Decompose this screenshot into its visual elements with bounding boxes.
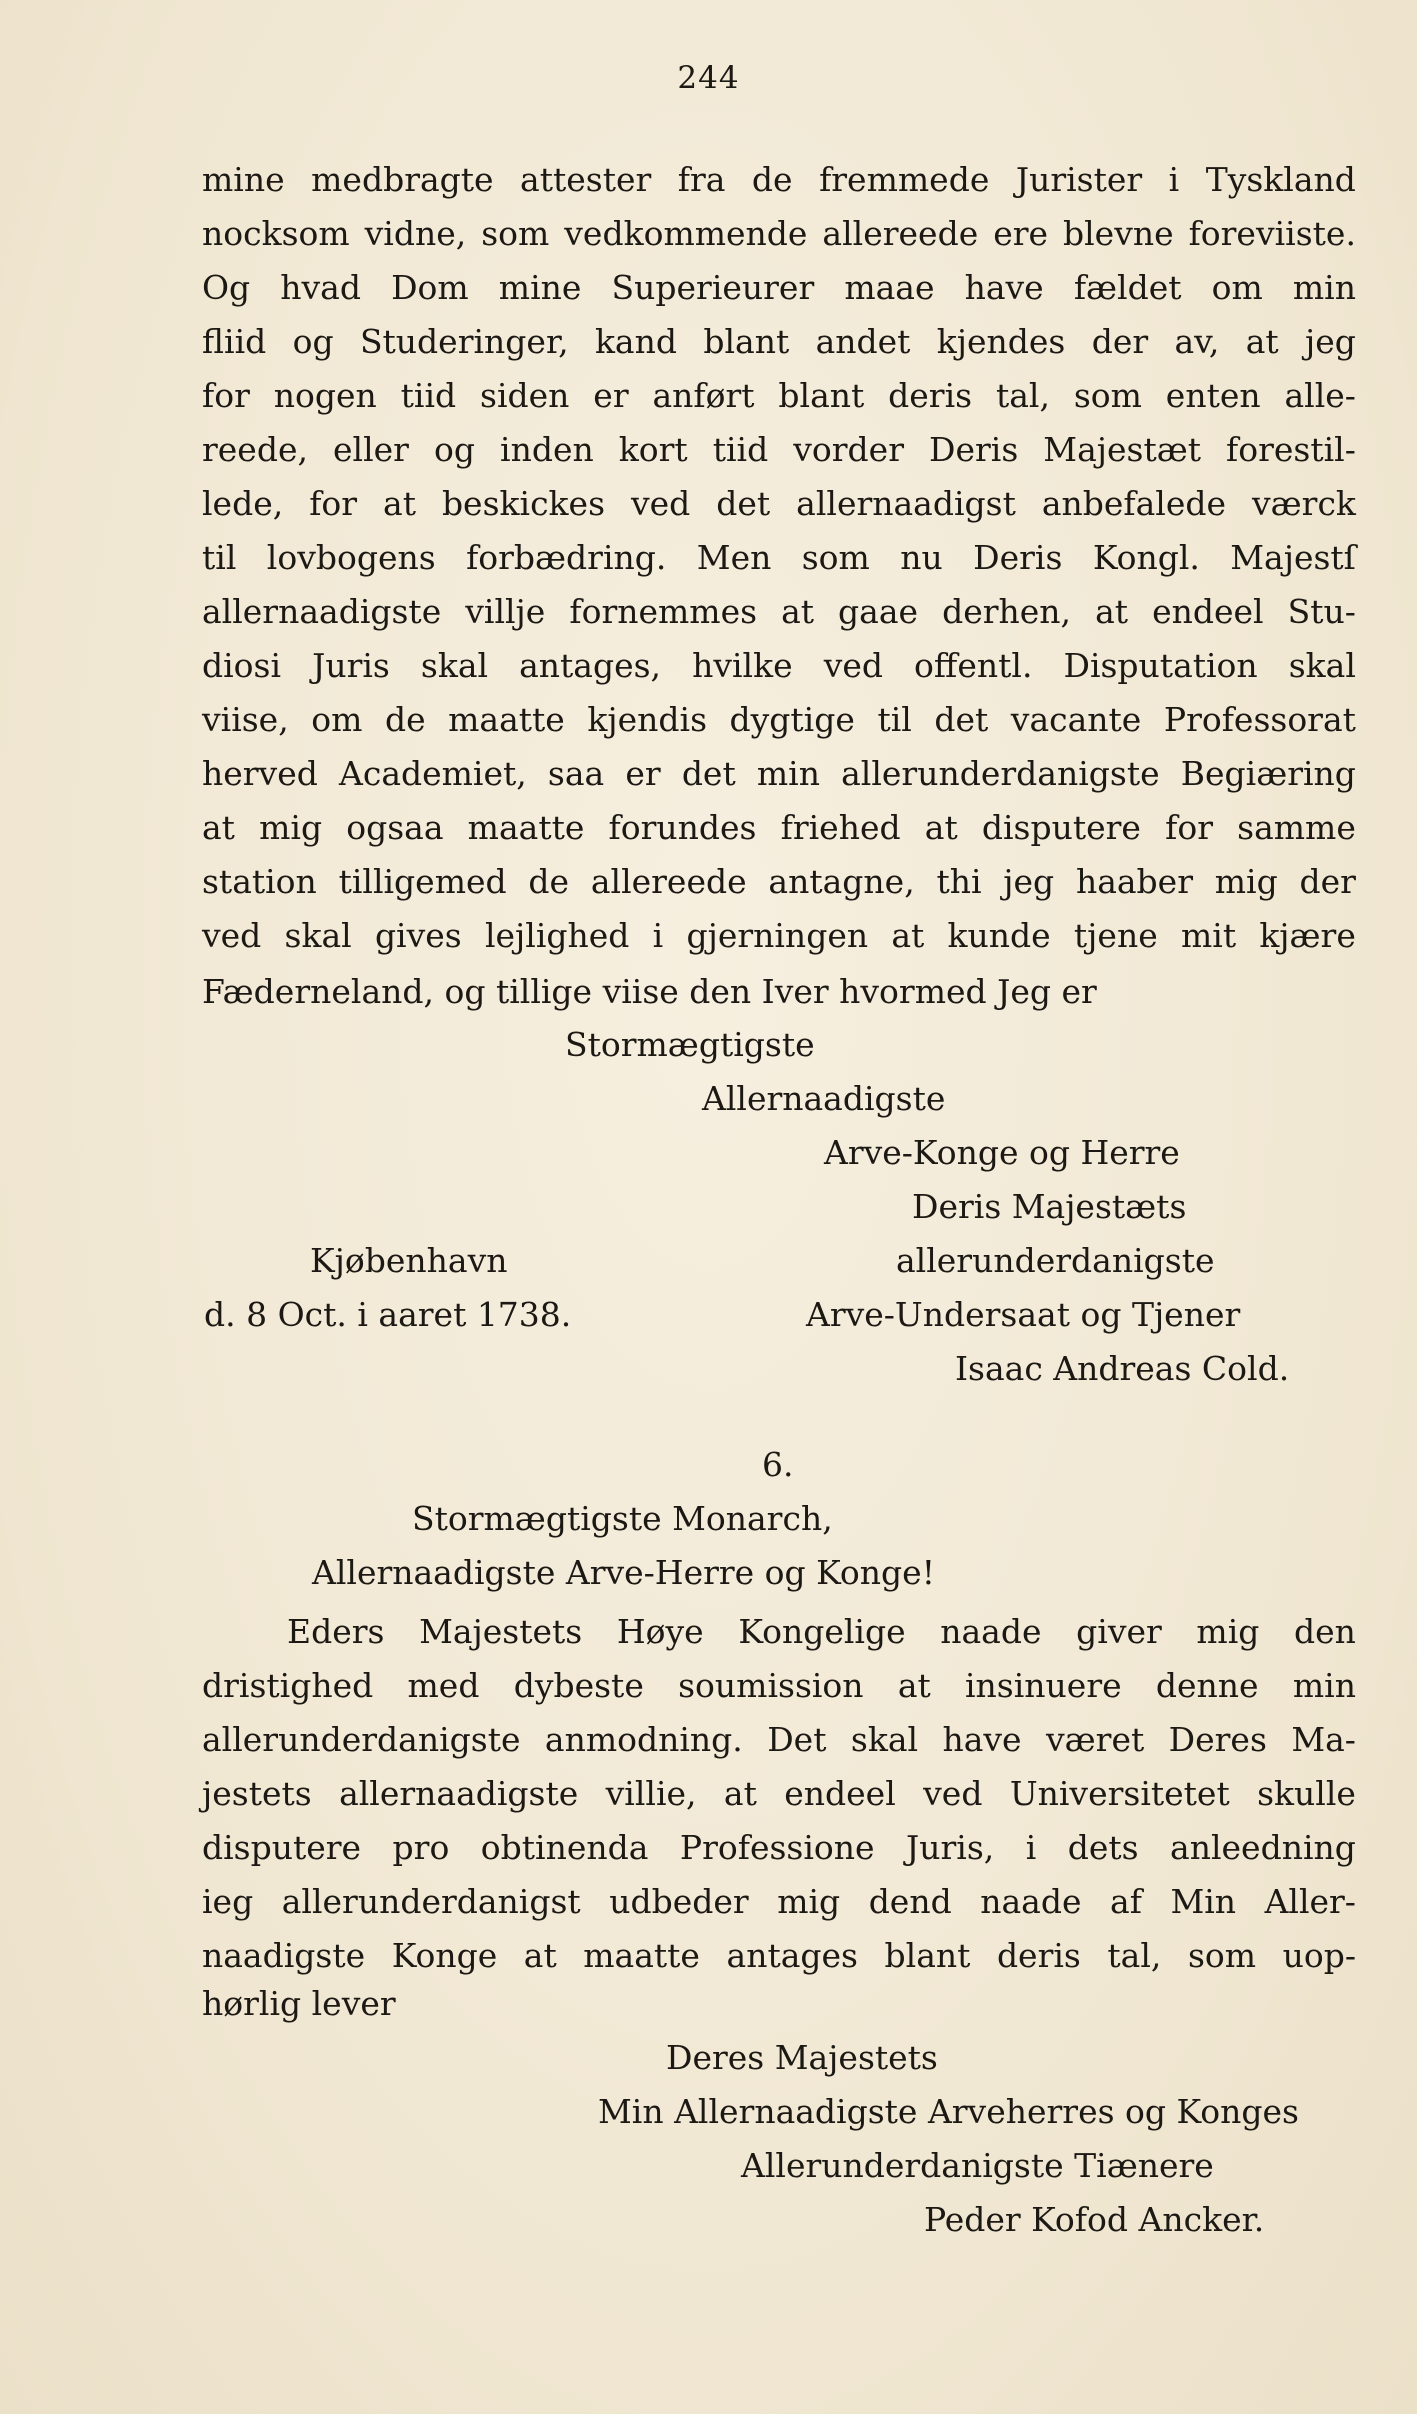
word: om — [311, 700, 363, 739]
closing-1-place: Kjøbenhavn — [310, 1241, 508, 1280]
word: ogsaa — [346, 808, 444, 847]
word: naadigste — [202, 1936, 366, 1975]
word: som — [1187, 1936, 1257, 1975]
closing-1-salutation-2: Allernaadigste — [702, 1079, 946, 1118]
word: at — [1245, 322, 1279, 361]
word: som — [801, 538, 870, 577]
word: at — [891, 916, 925, 955]
word: endeel — [1152, 592, 1264, 631]
word: er — [593, 376, 629, 415]
word: blant — [884, 1936, 971, 1975]
word: dend — [868, 1882, 952, 1921]
word: Aller- — [1264, 1882, 1356, 1921]
word: for — [202, 376, 250, 415]
word: haaber — [1075, 862, 1193, 901]
word: skal — [850, 1720, 919, 1759]
word: Universitetet — [1009, 1774, 1230, 1813]
word: ved — [823, 646, 883, 685]
word: samme — [1237, 808, 1356, 847]
word: forbædring. — [466, 538, 667, 577]
letter-1-body-line — [202, 862, 1356, 901]
word: tal, — [1107, 1936, 1162, 1975]
closing-2-line-1: Deres Majestets — [666, 2038, 938, 2077]
word: dets — [1067, 1828, 1139, 1867]
word: disputere — [981, 808, 1141, 847]
word: forestil- — [1226, 430, 1356, 469]
word: fliid — [202, 322, 267, 361]
word: det — [716, 484, 771, 523]
word: reede, — [202, 430, 308, 469]
word: skal — [284, 916, 352, 955]
word: andet — [815, 322, 911, 361]
letter-2-body-line — [202, 1720, 1356, 1759]
word: maatte — [448, 700, 565, 739]
word: hvad — [280, 268, 361, 307]
word: allereede — [822, 214, 979, 253]
word: blevne — [1062, 214, 1174, 253]
word: Deris — [973, 538, 1063, 577]
letter-2-last-line: hørlig lever — [202, 1984, 396, 2023]
word: kort — [618, 430, 688, 469]
word: at — [723, 1774, 757, 1813]
word: for — [309, 484, 358, 523]
word: mig — [1214, 862, 1278, 901]
closing-2-signature: Peder Kofod Ancker. — [924, 2200, 1265, 2239]
letter-2-body-line — [202, 1882, 1356, 1921]
closing-1-date: d. 8 Oct. i aaret 1738. — [204, 1295, 572, 1334]
letter-1-last-line: Fæderneland, og tillige viise den Iver hvormed Jeg er — [202, 972, 1097, 1011]
word: Juris — [312, 646, 390, 685]
word: antages, — [519, 646, 662, 685]
word: antagne, — [768, 862, 915, 901]
word: de — [384, 700, 426, 739]
word: thi — [936, 862, 982, 901]
letter-1-body-line — [202, 214, 1356, 253]
closing-1-salutation-6: Arve-Undersaat og Tjener — [806, 1295, 1241, 1334]
word: af — [1110, 1882, 1142, 1921]
word: at — [383, 484, 416, 523]
word: villje — [465, 592, 546, 631]
word: tjene — [1073, 916, 1158, 955]
word: dristighed — [202, 1666, 374, 1705]
word: tiid — [712, 430, 769, 469]
word: Ma- — [1291, 1720, 1356, 1759]
word: Juris, — [906, 1828, 995, 1867]
word: med — [407, 1666, 480, 1705]
word: endeel — [784, 1774, 896, 1813]
word: i — [1025, 1828, 1037, 1867]
word: vidne, — [364, 214, 467, 253]
word: friehed — [780, 808, 901, 847]
letter-1-body-line — [202, 808, 1356, 847]
word: hvilke — [692, 646, 793, 685]
word: vorder — [793, 430, 904, 469]
word: dybeste — [513, 1666, 644, 1705]
word: Men — [696, 538, 772, 577]
word: anmodning. — [544, 1720, 743, 1759]
word: lede, — [202, 484, 284, 523]
word: min — [1292, 1666, 1356, 1705]
word: uop- — [1282, 1936, 1356, 1975]
letter-1-body-line — [202, 700, 1356, 739]
word: fra — [677, 160, 726, 199]
letter-2-body-line — [202, 1666, 1356, 1705]
word: gaae — [838, 592, 919, 631]
word: skal — [1288, 646, 1356, 685]
letter-2-body-line — [202, 1828, 1356, 1867]
word: disputere — [202, 1828, 362, 1867]
word: av, — [1174, 322, 1220, 361]
word: fremmede — [819, 160, 990, 199]
word: Eders — [287, 1612, 385, 1651]
word: siden — [480, 376, 570, 415]
word: kjære — [1259, 916, 1356, 955]
word: have — [942, 1720, 1022, 1759]
word: det — [681, 754, 736, 793]
word: Og — [202, 268, 251, 307]
word: forundes — [608, 808, 757, 847]
word: Jurister — [1015, 160, 1143, 199]
word: anleedning — [1170, 1828, 1356, 1867]
word: mine — [202, 160, 285, 199]
word: er — [625, 754, 661, 793]
letter-2-address-2: Allernaadigste Arve-Herre og Konge! — [312, 1553, 935, 1592]
word: Begiæring — [1180, 754, 1356, 793]
word: soumission — [678, 1666, 864, 1705]
letter-2-body-line — [202, 1936, 1356, 1975]
word: at — [1095, 592, 1129, 631]
word: derhen, — [942, 592, 1072, 631]
word: Studeringer, — [359, 322, 569, 361]
word: og — [292, 322, 334, 361]
word: Majestæt — [1043, 430, 1201, 469]
word: skulle — [1257, 1774, 1356, 1813]
word: station — [202, 862, 317, 901]
word: viise, — [202, 700, 289, 739]
word: nu — [900, 538, 943, 577]
word: gives — [374, 916, 462, 955]
word: tilligemed — [338, 862, 507, 901]
word: Det — [767, 1720, 827, 1759]
word: mine — [498, 268, 582, 307]
word: for — [1165, 808, 1213, 847]
letter-1-body-line — [202, 322, 1356, 361]
closing-1-salutation-1: Stormægtigste — [565, 1025, 815, 1064]
word: nogen — [273, 376, 377, 415]
word: Kongl. — [1092, 538, 1200, 577]
word: allereede — [590, 862, 747, 901]
word: anbefalede — [1041, 484, 1227, 523]
word: Professione — [679, 1828, 875, 1867]
letter-1-body-line — [202, 538, 1356, 577]
word: maatte — [583, 1936, 700, 1975]
closing-1-signature: Isaac Andreas Cold. — [955, 1349, 1290, 1388]
word: offentl. — [914, 646, 1033, 685]
word: kand — [594, 322, 677, 361]
word: at — [523, 1936, 557, 1975]
word: fældet — [1073, 268, 1182, 307]
word: allernaadigste — [202, 592, 442, 631]
word: ere — [993, 214, 1049, 253]
word: beskickes — [441, 484, 606, 523]
word: naade — [940, 1612, 1042, 1651]
word: giver — [1076, 1612, 1162, 1651]
word: ved — [631, 484, 691, 523]
word: til — [202, 538, 237, 577]
word: de — [528, 862, 570, 901]
word: der — [1091, 322, 1149, 361]
word: Deris — [929, 430, 1019, 469]
word: Tyskland — [1205, 160, 1356, 199]
word: været — [1046, 1720, 1145, 1759]
word: Deres — [1168, 1720, 1267, 1759]
letter-1-body-line — [202, 160, 1356, 199]
closing-1-salutation-5: allerunderdanigste — [896, 1241, 1215, 1280]
word: denne — [1155, 1666, 1259, 1705]
word: mig — [259, 808, 323, 847]
word: attester — [520, 160, 652, 199]
word: nocksom — [202, 214, 350, 253]
word: mig — [777, 1882, 841, 1921]
word: fornemmes — [569, 592, 758, 631]
word: det — [934, 700, 989, 739]
word: Academiet, — [339, 754, 527, 793]
letter-1-body-line — [202, 376, 1356, 415]
word: tiid — [400, 376, 457, 415]
word: min — [1292, 268, 1356, 307]
word: at — [202, 808, 235, 847]
word: Kongelige — [738, 1612, 906, 1651]
word: Konge — [391, 1936, 498, 1975]
closing-2-line-2: Min Allernaadigste Arveherres og Konges — [598, 2092, 1299, 2131]
letter-1-body-line — [202, 916, 1356, 955]
word: værck — [1252, 484, 1356, 523]
word: gjerningen — [686, 916, 869, 955]
word: jeg — [1003, 862, 1055, 901]
letter-2-first-line — [287, 1612, 1356, 1651]
word: som — [481, 214, 550, 253]
word: lovbogens — [266, 538, 436, 577]
word: som — [1073, 376, 1142, 415]
word: allerunderdanigste — [202, 1720, 521, 1759]
word: insinuere — [965, 1666, 1122, 1705]
word: der — [1299, 862, 1356, 901]
word: Majestets — [419, 1612, 583, 1651]
letter-2-address-1: Stormægtigste Monarch, — [412, 1499, 833, 1538]
word: lejlighed — [484, 916, 630, 955]
word: Høye — [616, 1612, 704, 1651]
word: Professorat — [1163, 700, 1356, 739]
word: foreviiste. — [1188, 214, 1356, 253]
word: anført — [652, 376, 755, 415]
letter-2-body-line — [202, 1774, 1356, 1813]
page-number: 244 — [677, 60, 740, 96]
word: vacante — [1010, 700, 1142, 739]
word: pro — [392, 1828, 450, 1867]
word: saa — [547, 754, 605, 793]
word: Superieurer — [611, 268, 815, 307]
word: maae — [844, 268, 935, 307]
word: obtinenda — [480, 1828, 649, 1867]
word: allernaadigst — [796, 484, 1016, 523]
word: enten — [1165, 376, 1261, 415]
letter-1-body-line — [202, 484, 1356, 523]
letter-1-body-line — [202, 268, 1356, 307]
word: i — [1168, 160, 1180, 199]
word: at — [897, 1666, 931, 1705]
word: den — [1294, 1612, 1356, 1651]
letter-1-body-line — [202, 646, 1356, 685]
word: naade — [980, 1882, 1082, 1921]
word: blant — [778, 376, 865, 415]
word: Majestſ — [1230, 538, 1356, 577]
closing-2-line-3: Allerunderdanigste Tiænere — [741, 2146, 1214, 2185]
word: inden — [500, 430, 594, 469]
word: ved — [202, 916, 262, 955]
closing-1-salutation-3: Arve-Konge og Herre — [824, 1133, 1180, 1172]
word: deris — [888, 376, 973, 415]
word: deris — [996, 1936, 1081, 1975]
word: om — [1211, 268, 1263, 307]
word: kjendis — [587, 700, 707, 739]
word: jeg — [1305, 322, 1356, 361]
word: og — [434, 430, 475, 469]
word: allerunderdanigste — [841, 754, 1160, 793]
word: tal, — [995, 376, 1050, 415]
word: vedkommende — [564, 214, 808, 253]
letter-1-body-line — [202, 592, 1356, 631]
word: alle- — [1284, 376, 1356, 415]
word: Stu- — [1287, 592, 1356, 631]
word: at — [781, 592, 815, 631]
closing-1-salutation-4: Deris Majestæts — [912, 1187, 1187, 1226]
word: de — [751, 160, 793, 199]
word: medbragte — [311, 160, 494, 199]
letter-1-body-line — [202, 430, 1356, 469]
word: Dom — [391, 268, 469, 307]
word: Disputation — [1063, 646, 1258, 685]
word: maatte — [467, 808, 585, 847]
word: mit — [1180, 916, 1237, 955]
word: ved — [923, 1774, 983, 1813]
word: at — [924, 808, 958, 847]
word: have — [964, 268, 1044, 307]
word: blant — [703, 322, 790, 361]
word: mig — [1196, 1612, 1260, 1651]
word: til — [877, 700, 912, 739]
word: allerunderdanigst — [281, 1882, 581, 1921]
letter-1-body-line — [202, 754, 1356, 793]
word: antages — [726, 1936, 858, 1975]
section-number: 6. — [762, 1445, 794, 1484]
word: i — [652, 916, 664, 955]
word: kunde — [947, 916, 1051, 955]
word: ieg — [202, 1882, 254, 1921]
word: Min — [1170, 1882, 1237, 1921]
word: kjendes — [936, 322, 1066, 361]
word: herved — [202, 754, 318, 793]
word: allernaadigste — [339, 1774, 579, 1813]
word: min — [756, 754, 820, 793]
word: dygtige — [729, 700, 855, 739]
word: skal — [420, 646, 489, 685]
word: diosi — [202, 646, 282, 685]
word: eller — [333, 430, 409, 469]
word: udbeder — [609, 1882, 749, 1921]
word: jestets — [202, 1774, 312, 1813]
word: villie, — [605, 1774, 697, 1813]
